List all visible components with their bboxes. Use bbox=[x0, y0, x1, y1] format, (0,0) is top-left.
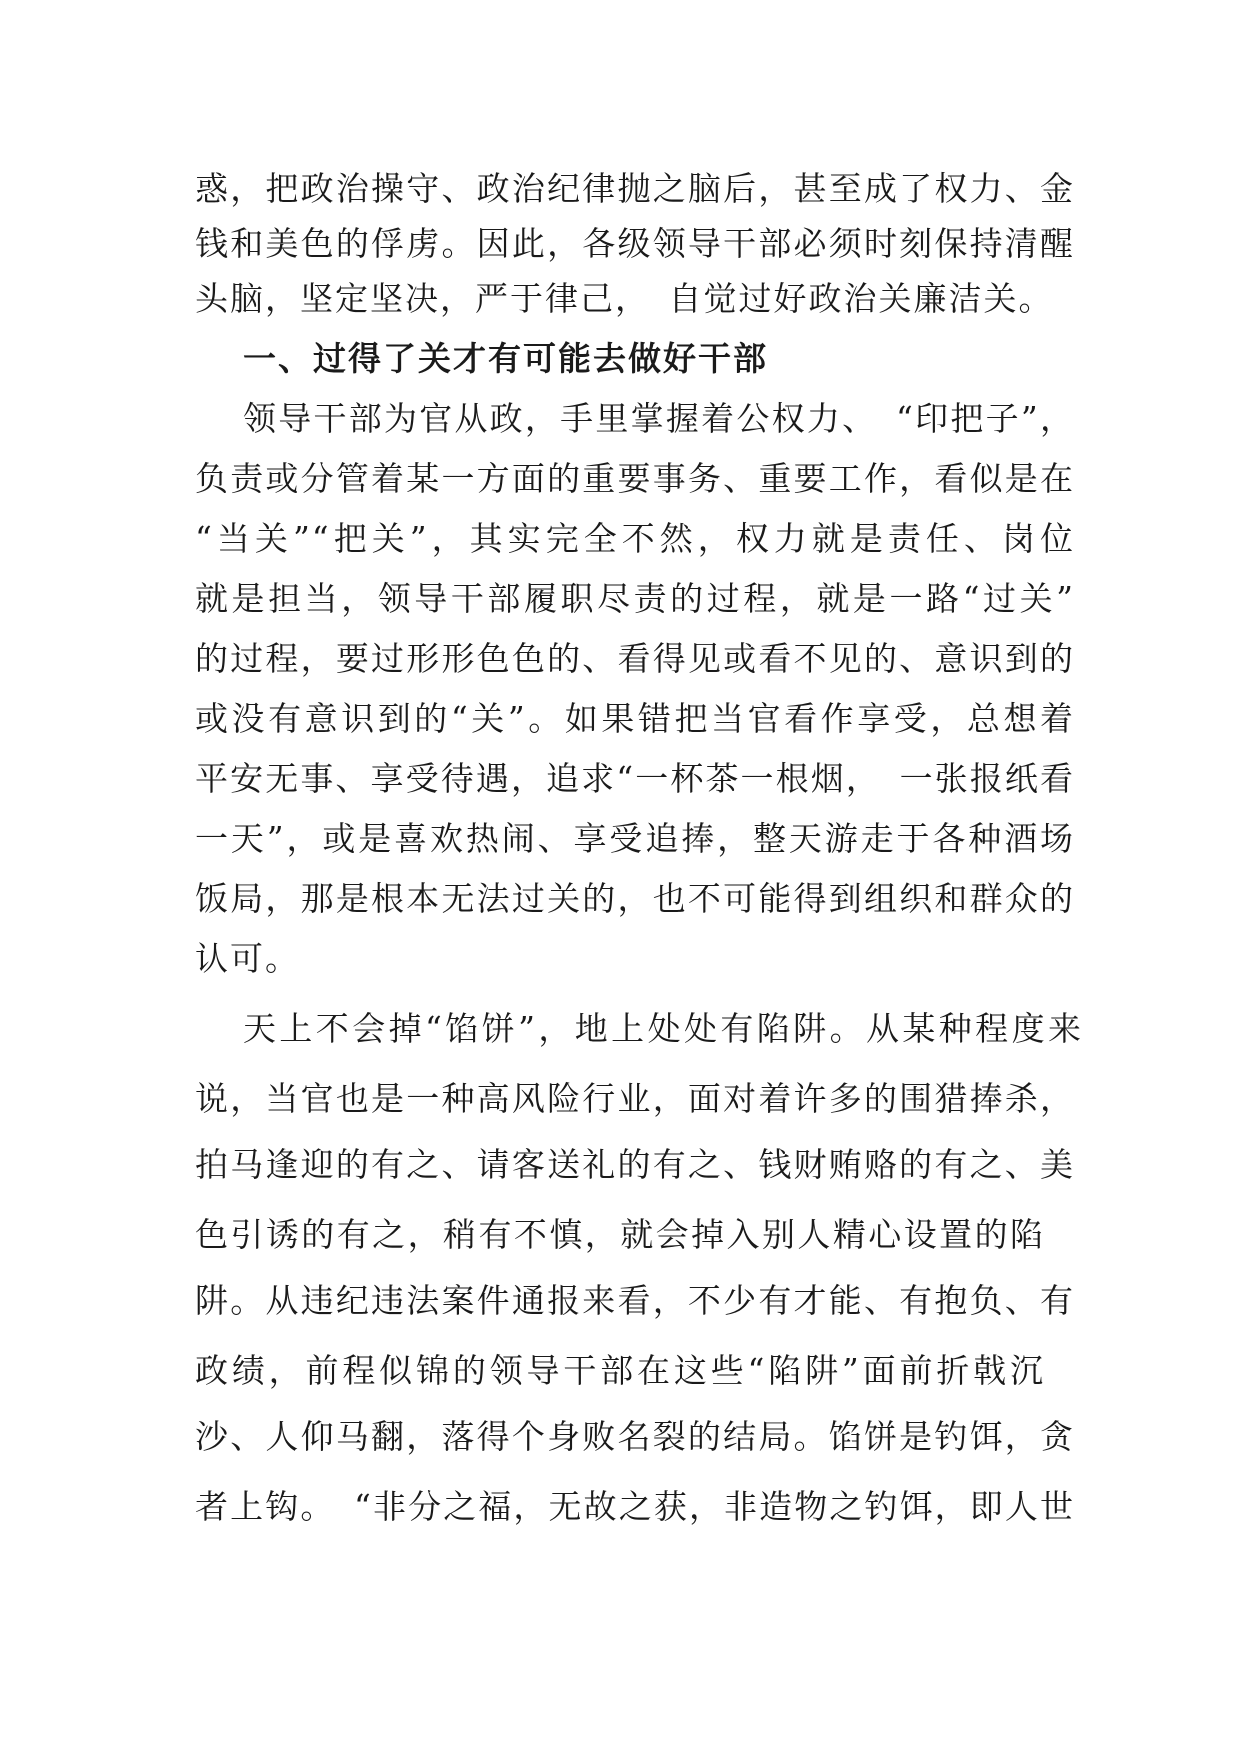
body-text-line: 说，当官也是一种高风险行业，面对着许多的围猎捧杀， bbox=[195, 1079, 1075, 1118]
body-text-line: 政绩，前程似锦的领导干部在这些“陷阱”面前折戟沉 bbox=[195, 1351, 1045, 1390]
body-text-line: 色引诱的有之，稍有不慎，就会掉入别人精心设置的陷 bbox=[195, 1215, 1045, 1254]
body-text-line: 钱和美色的俘虏。因此，各级领导干部必须时刻保持清醒 bbox=[195, 224, 1075, 263]
body-text-line: 或没有意识到的“关”。如果错把当官看作享受，总想着 bbox=[195, 699, 1075, 738]
body-text-line: 拍马逢迎的有之、请客送礼的有之、钱财贿赂的有之、美 bbox=[195, 1145, 1075, 1184]
paragraph-first-line: 天上不会掉“馅饼”，地上处处有陷阱。从某种程度来 bbox=[243, 1009, 1083, 1048]
body-text-line: 认可。 bbox=[195, 939, 300, 978]
body-text-line: 的过程，要过形形色色的、看得见或看不见的、意识到的 bbox=[195, 639, 1075, 678]
body-text-line: 平安无事、享受待遇，追求“一杯茶一根烟， 一张报纸看 bbox=[195, 759, 1075, 798]
body-text-line: 负责或分管着某一方面的重要事务、重要工作，看似是在 bbox=[195, 459, 1075, 498]
body-text-line: 阱。从违纪违法案件通报来看，不少有才能、有抱负、有 bbox=[195, 1281, 1075, 1320]
body-text-line: 一天”，或是喜欢热闹、享受追捧，整天游走于各种酒场 bbox=[195, 819, 1075, 858]
paragraph-first-line: 领导干部为官从政，手里掌握着公权力、 “印把子”， bbox=[243, 399, 1075, 438]
body-text-line: 饭局，那是根本无法过关的，也不可能得到组织和群众的 bbox=[195, 879, 1075, 918]
body-text-line: 者上钩。 “非分之福，无故之获，非造物之钓饵，即人世 bbox=[195, 1487, 1075, 1526]
body-text-line: 头脑，坚定坚决，严于律己， 自觉过好政治关廉洁关。 bbox=[195, 279, 1054, 318]
body-text-line: 就是担当，领导干部履职尽责的过程，就是一路“过关” bbox=[195, 579, 1075, 618]
body-text-line: 沙、人仰马翻，落得个身败名裂的结局。馅饼是钓饵，贪 bbox=[195, 1417, 1075, 1456]
body-text-line: 惑，把政治操守、政治纪律抛之脑后，甚至成了权力、金 bbox=[195, 169, 1075, 208]
body-text-line: “当关”“把关”，其实完全不然，权力就是责任、岗位 bbox=[195, 519, 1075, 558]
section-heading: 一、过得了关才有可能去做好干部 bbox=[243, 339, 768, 378]
